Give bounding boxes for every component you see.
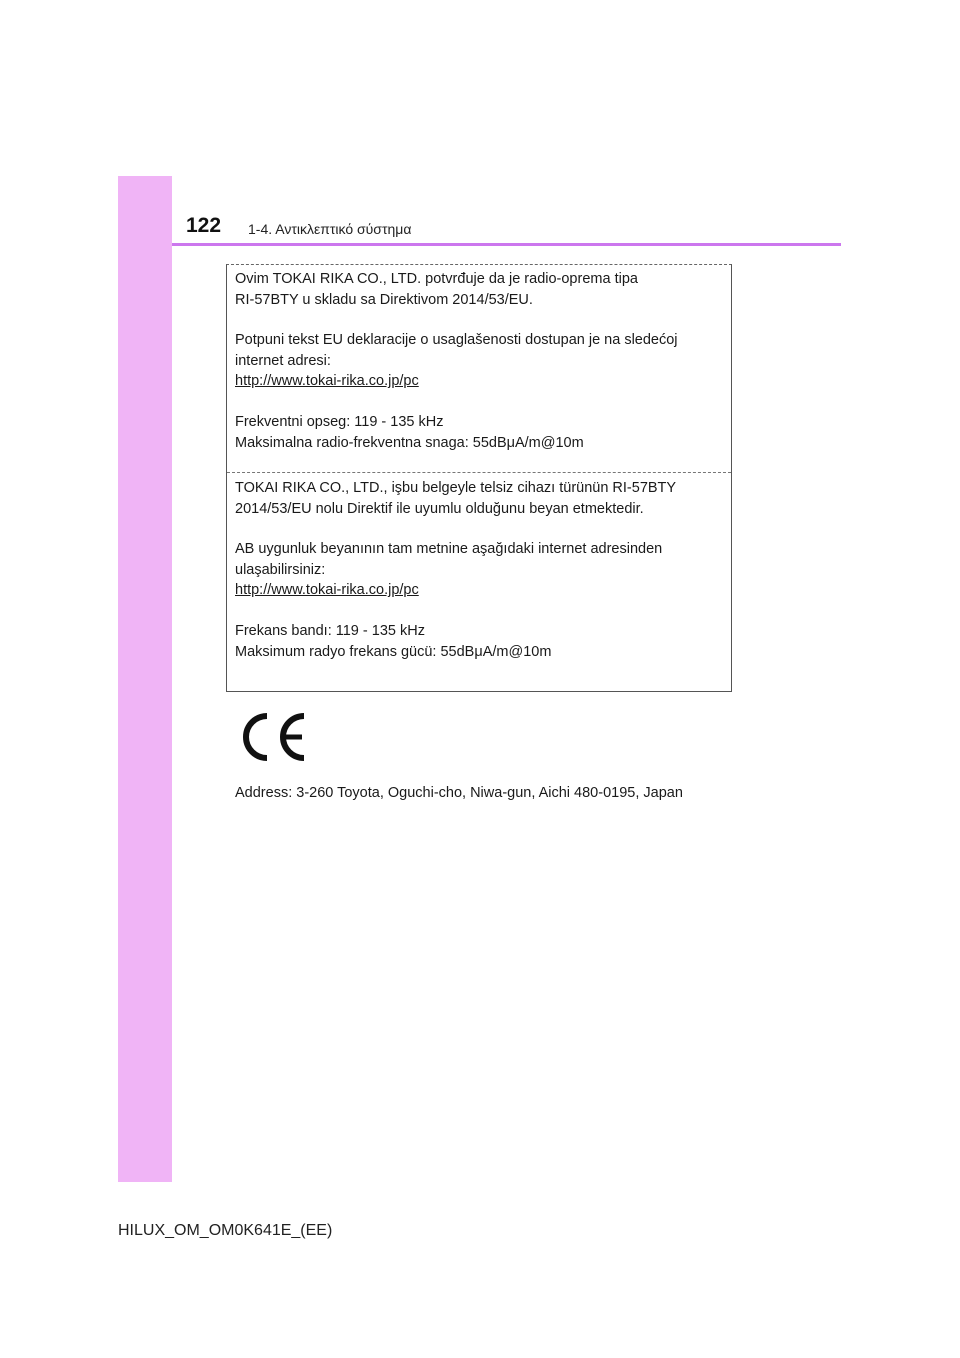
side-tab-bar — [118, 176, 172, 1182]
serbian-frequency: Frekventni opseg: 119 - 135 kHz — [235, 413, 444, 430]
serbian-line-4: internet adresi: — [235, 352, 331, 369]
serbian-declaration — [235, 269, 725, 453]
turkish-line-2: 2014/53/EU nolu Direktif ile uyumlu olduğunu beyan etmektedir. — [235, 500, 644, 517]
turkish-line-4: ulaşabilirsiniz: — [235, 561, 326, 578]
section-title: 1-4. Αντικλεπτικό σύστημα — [248, 221, 412, 237]
serbian-line-1: Ovim TOKAI RIKA CO., LTD. potvrđuje da je radio-oprema tipa — [235, 271, 638, 287]
declaration-box — [226, 264, 732, 692]
page-number: 122 — [186, 214, 222, 237]
header-rule — [172, 243, 841, 246]
serbian-line-2: RI-57BTY u skladu sa Direktivom 2014/53/EU. — [235, 291, 533, 308]
footer-doc-code: HILUX_OM_OM0K641E_(EE) — [118, 1222, 333, 1239]
serbian-link[interactable]: http://www.tokai-rika.co.jp/pc — [235, 373, 419, 390]
turkish-power: Maksimum radyo frekans gücü: 55dBμA/m@10m — [235, 643, 552, 660]
serbian-power: Maksimalna radio-frekventna snaga: 55dBμA/m@10m — [235, 434, 584, 451]
turkish-link[interactable]: http://www.tokai-rika.co.jp/pc — [235, 582, 419, 599]
turkish-frequency: Frekans bandı: 119 - 135 kHz — [235, 622, 425, 639]
ce-mark-icon — [240, 710, 312, 764]
turkish-line-3: AB uygunluk beyanının tam metnine aşağıdaki internet adresinden — [235, 541, 663, 558]
section-divider — [227, 472, 731, 473]
turkish-declaration — [235, 478, 725, 662]
manufacturer-address: Address: 3-260 Toyota, Oguchi-cho, Niwa-gun, Aichi 480-0195, Japan — [235, 785, 683, 801]
turkish-line-1: TOKAI RIKA CO., LTD., işbu belgeyle telsiz cihazı türünün RI-57BTY — [235, 480, 677, 496]
serbian-line-3: Potpuni tekst EU deklaracije o usaglašenosti dostupan je na sledećoj — [235, 332, 678, 349]
